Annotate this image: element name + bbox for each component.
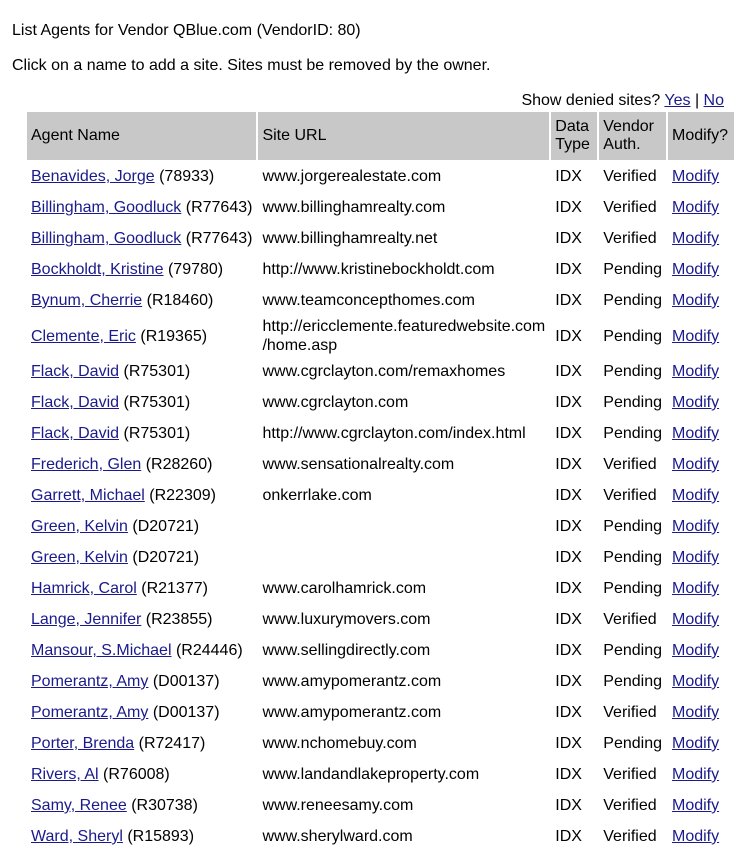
table-row xyxy=(27,543,734,572)
data-type-cell: IDX xyxy=(555,642,582,659)
modify-link[interactable]: Modify xyxy=(671,199,720,216)
agent-name-cell xyxy=(27,224,256,253)
vendor-auth-status: Pending xyxy=(603,549,662,566)
agent-name-cell xyxy=(27,543,256,572)
agent-name-link[interactable]: Green, Kelvin xyxy=(31,549,128,566)
agent-id: (R24446) xyxy=(175,642,243,659)
modify-link[interactable]: Modify xyxy=(671,828,720,845)
site-url: www.landandlakeproperty.com xyxy=(262,766,480,783)
modify-cell xyxy=(668,162,734,191)
data-type-cell: IDX xyxy=(555,518,582,535)
modify-cell xyxy=(668,543,734,572)
modify-cell xyxy=(668,574,734,603)
table-row xyxy=(27,574,734,603)
modify-cell xyxy=(668,317,734,355)
table-row xyxy=(27,481,734,510)
site-url-cell xyxy=(258,791,549,820)
site-url: www.carolhamrick.com xyxy=(262,580,427,597)
site-url: www.sensationalrealty.com xyxy=(262,456,455,473)
data-type-cell: IDX xyxy=(555,735,582,752)
modify-link[interactable]: Modify xyxy=(671,611,720,628)
vendor-auth-status: Verified xyxy=(603,487,657,504)
modify-link[interactable]: Modify xyxy=(671,425,720,442)
agent-name-cell xyxy=(27,605,256,634)
site-url: http://www.kristinebockholdt.com xyxy=(262,261,495,278)
data-type-cell: IDX xyxy=(555,828,582,845)
vendor-auth-status: Pending xyxy=(603,673,662,690)
site-url: www.cgrclayton.com xyxy=(262,394,409,411)
vendor-auth-status: Pending xyxy=(603,363,662,380)
header-vendor-auth-line2: Auth. xyxy=(603,136,641,153)
site-url: www.amypomerantz.com xyxy=(262,673,442,690)
modify-cell xyxy=(668,605,734,634)
site-url-cell xyxy=(258,419,549,448)
modify-cell xyxy=(668,286,734,315)
agent-name-link[interactable]: Pomerantz, Amy xyxy=(31,673,149,690)
agent-name-link[interactable]: Rivers, Al xyxy=(31,766,99,783)
agent-id: (R19365) xyxy=(140,327,208,345)
agent-id: (D00137) xyxy=(152,673,220,690)
agent-name-link[interactable]: Mansour, S.Michael xyxy=(31,642,172,659)
table-row xyxy=(27,286,734,315)
site-url-cell xyxy=(258,162,549,191)
header-vendor-auth xyxy=(599,112,666,160)
modify-link[interactable]: Modify xyxy=(671,327,720,345)
modify-link[interactable]: Modify xyxy=(671,292,720,309)
agent-name-cell xyxy=(27,512,256,541)
site-url: http://www.cgrclayton.com/index.html xyxy=(262,425,526,442)
header-data-type xyxy=(551,112,597,160)
denied-separator: | xyxy=(694,92,700,109)
agent-name-link[interactable]: Flack, David xyxy=(31,425,120,442)
modify-cell xyxy=(668,760,734,789)
data-type-cell: IDX xyxy=(555,549,582,566)
agent-name-link[interactable]: Frederich, Glen xyxy=(31,456,142,473)
agent-name-link[interactable]: Garrett, Michael xyxy=(31,487,145,504)
agent-name-link[interactable]: Clemente, Eric xyxy=(31,327,136,345)
agent-name-link[interactable]: Flack, David xyxy=(31,394,120,411)
agent-name-link[interactable]: Pomerantz, Amy xyxy=(31,704,149,721)
agent-name-cell xyxy=(27,822,256,851)
agent-name-link[interactable]: Green, Kelvin xyxy=(31,518,128,535)
site-url: http://ericclemente.featuredwebsite.com xyxy=(262,318,546,335)
agent-id: (79780) xyxy=(167,261,224,278)
agent-name-cell xyxy=(27,450,256,479)
data-type-cell: IDX xyxy=(555,704,582,721)
table-row xyxy=(27,605,734,634)
agent-name-link[interactable]: Billingham, Goodluck xyxy=(31,230,182,247)
vendor-auth-status: Pending xyxy=(603,642,662,659)
agent-name-cell xyxy=(27,193,256,222)
site-url: www.cgrclayton.com/remaxhomes xyxy=(262,363,506,380)
modify-link[interactable]: Modify xyxy=(671,642,720,659)
site-url-cell xyxy=(258,388,549,417)
data-type-cell: IDX xyxy=(555,766,582,783)
data-type-cell: IDX xyxy=(555,673,582,690)
agent-name-cell xyxy=(27,388,256,417)
modify-link[interactable]: Modify xyxy=(671,230,720,247)
agent-name-link[interactable]: Samy, Renee xyxy=(31,797,127,814)
vendor-auth-status: Pending xyxy=(603,394,662,411)
agent-name-link[interactable]: Billingham, Goodluck xyxy=(31,199,182,216)
site-url-cell xyxy=(258,760,549,789)
modify-link[interactable]: Modify xyxy=(671,549,720,566)
table-row xyxy=(27,636,734,665)
site-url: www.luxurymovers.com xyxy=(262,611,431,628)
agents-table xyxy=(25,110,736,853)
header-data-type-line2: Type xyxy=(555,136,590,153)
site-url: www.sellingdirectly.com xyxy=(262,642,431,659)
agent-name-link[interactable]: Benavides, Jorge xyxy=(31,168,155,185)
agent-name-link[interactable]: Porter, Brenda xyxy=(31,735,135,752)
site-url-cell xyxy=(258,450,549,479)
agent-id: (D00137) xyxy=(152,704,220,721)
show-denied-yes-link[interactable]: Yes xyxy=(664,92,691,109)
modify-cell xyxy=(668,255,734,284)
site-url-cell xyxy=(258,698,549,727)
table-row xyxy=(27,193,734,222)
agent-id: (R76008) xyxy=(103,766,170,783)
vendor-auth-status: Pending xyxy=(603,425,662,442)
modify-link[interactable]: Modify xyxy=(671,704,720,721)
table-row xyxy=(27,667,734,696)
modify-cell xyxy=(668,791,734,820)
header-modify: Modify? xyxy=(668,112,734,160)
site-url: www.reneesamy.com xyxy=(262,797,414,814)
data-type-cell: IDX xyxy=(555,199,582,216)
agent-name-cell xyxy=(27,357,256,386)
vendor-auth-status: Verified xyxy=(603,766,657,783)
table-row xyxy=(27,791,734,820)
modify-cell xyxy=(668,357,734,386)
modify-link[interactable]: Modify xyxy=(671,261,720,278)
modify-cell xyxy=(668,193,734,222)
data-type-cell: IDX xyxy=(555,292,582,309)
data-type-cell: IDX xyxy=(555,327,582,345)
data-type-cell: IDX xyxy=(555,456,582,473)
data-type-cell: IDX xyxy=(555,487,582,504)
agent-name-cell xyxy=(27,760,256,789)
agent-name-cell xyxy=(27,419,256,448)
site-url-cell xyxy=(258,357,549,386)
modify-link[interactable]: Modify xyxy=(671,580,720,597)
modify-cell xyxy=(668,636,734,665)
modify-cell xyxy=(668,822,734,851)
site-url-cell xyxy=(258,574,549,603)
vendor-auth-status: Pending xyxy=(603,292,662,309)
show-denied-no-link[interactable]: No xyxy=(703,92,724,109)
data-type-cell: IDX xyxy=(555,611,582,628)
data-type-cell: IDX xyxy=(555,230,582,247)
agent-id: (R15893) xyxy=(127,828,195,845)
table-row xyxy=(27,729,734,758)
agent-id: (R22309) xyxy=(149,487,216,504)
vendor-auth-status: Verified xyxy=(603,611,657,628)
vendor-auth-status: Verified xyxy=(603,230,657,247)
site-url-cell xyxy=(258,822,549,851)
modify-link[interactable]: Modify xyxy=(671,487,720,504)
table-row xyxy=(27,760,734,789)
agent-id: (78933) xyxy=(159,168,215,185)
agent-id: (R18460) xyxy=(146,292,214,309)
agent-id: (R72417) xyxy=(138,735,206,752)
modify-cell xyxy=(668,698,734,727)
vendor-auth-status: Pending xyxy=(603,518,662,535)
data-type-cell: IDX xyxy=(555,394,582,411)
agent-name-cell xyxy=(27,574,256,603)
modify-cell xyxy=(668,419,734,448)
table-row xyxy=(27,357,734,386)
site-url: www.billinghamrealty.com xyxy=(262,199,446,216)
modify-link[interactable]: Modify xyxy=(671,673,720,690)
vendor-auth-status: Pending xyxy=(603,261,662,278)
table-row xyxy=(27,698,734,727)
data-type-cell: IDX xyxy=(555,363,582,380)
header-data-type-line1: Data xyxy=(555,118,590,135)
site-url-cell xyxy=(258,481,549,510)
site-url: www.amypomerantz.com xyxy=(262,704,442,721)
vendor-auth-status: Pending xyxy=(603,735,662,752)
agent-name-cell xyxy=(27,791,256,820)
agent-name-link[interactable]: Hamrick, Carol xyxy=(31,580,137,597)
site-url-cell xyxy=(258,729,549,758)
site-url-cell xyxy=(258,286,549,315)
site-url-cell xyxy=(258,193,549,222)
site-url: www.billinghamrealty.net xyxy=(262,230,438,247)
site-url-cell xyxy=(258,636,549,665)
vendor-auth-status: Verified xyxy=(603,797,657,814)
modify-cell xyxy=(668,481,734,510)
modify-cell xyxy=(668,667,734,696)
modify-link[interactable]: Modify xyxy=(671,766,720,783)
modify-link[interactable]: Modify xyxy=(671,363,720,380)
modify-cell xyxy=(668,729,734,758)
vendor-auth-status: Pending xyxy=(603,327,662,345)
site-url-continued: /home.asp xyxy=(262,337,338,354)
agent-name-link[interactable]: Lange, Jennifer xyxy=(31,611,142,628)
vendor-auth-status: Verified xyxy=(603,199,657,216)
site-url: www.sherylward.com xyxy=(262,828,413,845)
header-agent-name: Agent Name xyxy=(27,112,256,160)
agent-name-cell xyxy=(27,729,256,758)
table-row xyxy=(27,317,734,355)
agent-id: (R23855) xyxy=(145,611,213,628)
table-row xyxy=(27,512,734,541)
agent-id: (R77643) xyxy=(185,230,253,247)
modify-cell xyxy=(668,224,734,253)
table-header-row xyxy=(27,112,734,160)
agent-name-cell xyxy=(27,255,256,284)
data-type-cell: IDX xyxy=(555,261,582,278)
agent-id: (R75301) xyxy=(123,363,191,380)
site-url-cell xyxy=(258,317,549,355)
modify-link[interactable]: Modify xyxy=(671,168,720,185)
site-url: www.nchomebuy.com xyxy=(262,735,417,752)
table-row xyxy=(27,162,734,191)
site-url-cell xyxy=(258,512,549,541)
agent-name-cell xyxy=(27,667,256,696)
modify-link[interactable]: Modify xyxy=(671,518,720,535)
table-row xyxy=(27,419,734,448)
modify-link[interactable]: Modify xyxy=(671,797,720,814)
modify-link[interactable]: Modify xyxy=(671,456,720,473)
agent-id: (R75301) xyxy=(123,394,191,411)
agent-name-cell xyxy=(27,698,256,727)
data-type-cell: IDX xyxy=(555,580,582,597)
header-site-url: Site URL xyxy=(258,112,549,160)
table-row xyxy=(27,255,734,284)
site-url-cell xyxy=(258,605,549,634)
agent-id: (R28260) xyxy=(145,456,213,473)
modify-cell xyxy=(668,388,734,417)
agent-name-link[interactable]: Bockholdt, Kristine xyxy=(31,261,164,278)
site-url: www.jorgerealestate.com xyxy=(262,168,442,185)
modify-cell xyxy=(668,512,734,541)
agent-name-cell xyxy=(27,636,256,665)
site-url: onkerrlake.com xyxy=(262,487,372,504)
agent-name-cell xyxy=(27,481,256,510)
agent-id: (R75301) xyxy=(123,425,191,442)
agent-name-link[interactable]: Bynum, Cherrie xyxy=(31,292,143,309)
agent-name-cell xyxy=(27,286,256,315)
instructions-text: Click on a name to add a site. Sites must be removed by the owner. xyxy=(12,57,491,74)
agent-id: (D20721) xyxy=(132,518,200,535)
agent-name-cell xyxy=(27,162,256,191)
data-type-cell: IDX xyxy=(555,425,582,442)
agent-id: (R77643) xyxy=(185,199,253,216)
vendor-auth-status: Pending xyxy=(603,580,662,597)
vendor-auth-status: Verified xyxy=(603,168,657,185)
table-row xyxy=(27,450,734,479)
modify-cell xyxy=(668,450,734,479)
agent-name-cell xyxy=(27,317,256,355)
agent-name-link[interactable]: Ward, Sheryl xyxy=(31,828,123,845)
modify-link[interactable]: Modify xyxy=(671,735,720,752)
agent-id: (R21377) xyxy=(141,580,208,597)
vendor-auth-status: Verified xyxy=(603,456,657,473)
table-row xyxy=(27,224,734,253)
site-url: www.teamconcepthomes.com xyxy=(262,292,475,309)
header-vendor-auth-line1: Vendor xyxy=(603,118,654,135)
site-url-cell xyxy=(258,543,549,572)
site-url-cell xyxy=(258,224,549,253)
agent-name-link[interactable]: Flack, David xyxy=(31,363,120,380)
page-title: List Agents for Vendor QBlue.com (VendorID: 80) xyxy=(12,22,361,39)
data-type-cell: IDX xyxy=(555,168,582,185)
table-row xyxy=(27,388,734,417)
data-type-cell: IDX xyxy=(555,797,582,814)
denied-sites-toggle xyxy=(521,91,724,111)
site-url-cell xyxy=(258,255,549,284)
agent-id: (D20721) xyxy=(132,549,200,566)
agent-id: (R30738) xyxy=(131,797,198,814)
vendor-auth-status: Verified xyxy=(603,828,657,845)
modify-link[interactable]: Modify xyxy=(671,394,720,411)
denied-sites-prompt: Show denied sites? xyxy=(521,92,661,109)
table-row xyxy=(27,822,734,851)
site-url-cell xyxy=(258,667,549,696)
vendor-auth-status: Verified xyxy=(603,704,657,721)
